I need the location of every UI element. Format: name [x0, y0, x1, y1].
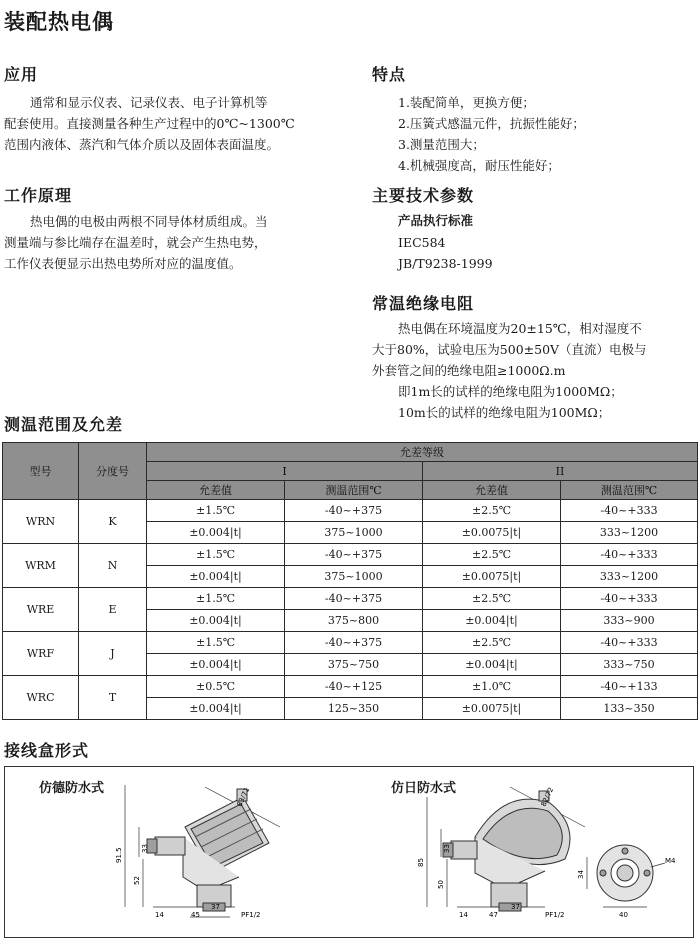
model-cell: WRF [3, 632, 79, 676]
application-heading: 应用 [4, 65, 39, 84]
table-cell: ±0.004|t| [147, 566, 285, 588]
table-cell: -40~+375 [285, 588, 423, 610]
dim-label: 14 [155, 911, 164, 919]
insulation-line: 10m长的试样的绝缘电阻为100MΩ； [398, 405, 611, 420]
junction-box-svg [5, 767, 693, 937]
table-cell: ±0.004|t| [423, 654, 561, 676]
table-cell: -40~+333 [561, 588, 698, 610]
table-cell: ±0.004|t| [147, 610, 285, 632]
header-tolerance: 允差值 [423, 481, 561, 500]
standard-item: IEC584 [398, 235, 446, 250]
table-cell: ±0.004|t| [147, 698, 285, 720]
dim-label: PF1/2 [545, 911, 565, 919]
table-row [3, 588, 698, 610]
table-cell: -40~+375 [285, 632, 423, 654]
feature-item: 4.机械强度高，耐压性能好； [398, 158, 560, 173]
graduation-cell: E [79, 588, 147, 632]
table-cell: 375~800 [285, 610, 423, 632]
table-cell: -40~+125 [285, 676, 423, 698]
junction-box-drawings [4, 766, 694, 938]
model-cell: WRM [3, 544, 79, 588]
table-cell: ±0.004|t| [423, 610, 561, 632]
principle-text [4, 211, 354, 274]
table-cell: 125~350 [285, 698, 423, 720]
features-list [398, 92, 698, 176]
table-cell: ±2.5℃ [423, 500, 561, 522]
graduation-cell: N [79, 544, 147, 588]
application-line: 配套使用。直接测量各种生产过程中的0℃~1300℃ [4, 116, 295, 131]
header-range: 测温范围℃ [561, 481, 698, 500]
insulation-line: 外套管之间的绝缘电阻≥1000Ω.m [372, 363, 566, 378]
feature-item: 2.压簧式感温元件，抗振性能好； [398, 116, 585, 131]
dim-label: 83/71 [235, 786, 252, 808]
table-cell: ±2.5℃ [423, 544, 561, 566]
table-cell: ±1.0℃ [423, 676, 561, 698]
table-cell: ±0.0075|t| [423, 698, 561, 720]
header-range: 测温范围℃ [285, 481, 423, 500]
table-cell: 333~900 [561, 610, 698, 632]
dim-label: 45 [191, 911, 200, 919]
features-heading: 特点 [372, 65, 407, 84]
table-cell: ±0.004|t| [147, 654, 285, 676]
german-style-label: 仿德防水式 [39, 781, 105, 796]
dim-label: 33 [141, 844, 149, 853]
graduation-cell: J [79, 632, 147, 676]
dim-label: 34 [577, 870, 585, 879]
dim-label: 47 [489, 911, 498, 919]
principle-line: 热电偶的电极由两根不同导体材质组成。当 [30, 214, 268, 229]
standard-label: 产品执行标准 [398, 213, 474, 228]
dim-label: 50 [437, 880, 445, 889]
principle-heading: 工作原理 [4, 186, 73, 205]
feature-item: 3.测量范围大； [398, 137, 485, 152]
application-text [4, 92, 354, 155]
dim-label: 85 [417, 858, 425, 867]
table-cell: 133~350 [561, 698, 698, 720]
dim-label: 33 [443, 844, 451, 853]
table-cell: 375~1000 [285, 566, 423, 588]
dim-label: PF1/2 [241, 911, 261, 919]
page-title: 装配热电偶 [4, 10, 114, 34]
model-cell: WRC [3, 676, 79, 720]
table-cell: ±0.0075|t| [423, 566, 561, 588]
table-row [3, 632, 698, 654]
insulation-heading: 常温绝缘电阻 [372, 294, 475, 313]
table-row [3, 544, 698, 566]
graduation-cell: K [79, 500, 147, 544]
application-line: 范围内液体、蒸汽和气体介质以及固体表面温度。 [4, 137, 280, 152]
dim-label: 82/72 [539, 786, 556, 808]
standard-item: JB/T9238-1999 [398, 256, 493, 271]
table-cell: ±2.5℃ [423, 588, 561, 610]
table-cell: ±1.5℃ [147, 544, 285, 566]
table-cell: 333~1200 [561, 522, 698, 544]
side-view-drawing [587, 845, 665, 907]
table-cell: -40~+375 [285, 544, 423, 566]
dim-label: 37 [511, 903, 520, 911]
dim-label: 40 [619, 911, 628, 919]
dim-label: 14 [459, 911, 468, 919]
table-cell: 375~1000 [285, 522, 423, 544]
model-cell: WRN [3, 500, 79, 544]
table-cell: 333~1200 [561, 566, 698, 588]
header-graduation: 分度号 [79, 443, 147, 500]
dim-label: M4 [665, 857, 676, 865]
table-cell: ±0.5℃ [147, 676, 285, 698]
principle-line: 工作仪表便显示出热电势所对应的温度值。 [4, 256, 242, 271]
table-cell: 375~750 [285, 654, 423, 676]
table-cell: ±1.5℃ [147, 500, 285, 522]
header-tolerance: 允差值 [147, 481, 285, 500]
table-cell: -40~+333 [561, 544, 698, 566]
application-line: 通常和显示仪表、记录仪表、电子计算机等 [30, 95, 268, 110]
dim-label: 37 [211, 903, 220, 911]
table-row [3, 676, 698, 698]
insulation-line: 大于80%，试验电压为500±50V（直流）电极与 [372, 342, 647, 357]
table-cell: ±2.5℃ [423, 632, 561, 654]
graduation-cell: T [79, 676, 147, 720]
header-class-2: II [423, 462, 698, 481]
dim-label: 91.5 [115, 847, 123, 863]
japanese-style-label: 仿日防水式 [391, 781, 457, 796]
table-cell: -40~+333 [561, 632, 698, 654]
header-tolerance-class: 允差等级 [147, 443, 698, 462]
table-cell: ±1.5℃ [147, 632, 285, 654]
insulation-text [372, 318, 698, 423]
model-cell: WRE [3, 588, 79, 632]
insulation-line: 即1m长的试样的绝缘电阻为1000MΩ； [398, 384, 623, 399]
dim-label: 52 [133, 876, 141, 885]
table-cell: -40~+333 [561, 500, 698, 522]
table-cell: ±0.004|t| [147, 522, 285, 544]
tech-params-heading: 主要技术参数 [372, 186, 475, 205]
principle-line: 测量端与参比端存在温差时，就会产生热电势， [4, 235, 267, 250]
junction-box-heading: 接线盒形式 [4, 741, 90, 760]
header-class-1: I [147, 462, 423, 481]
tolerance-table [2, 442, 698, 720]
table-cell: ±0.0075|t| [423, 522, 561, 544]
table-cell: ±1.5℃ [147, 588, 285, 610]
table-cell: -40~+133 [561, 676, 698, 698]
table-cell: -40~+375 [285, 500, 423, 522]
table-row [3, 500, 698, 522]
standards-list [398, 232, 493, 274]
range-heading: 测温范围及允差 [4, 415, 124, 434]
table-cell: 333~750 [561, 654, 698, 676]
header-model: 型号 [3, 443, 79, 500]
feature-item: 1.装配简单，更换方便； [398, 95, 535, 110]
insulation-line: 热电偶在环境温度为20±15℃，相对湿度不 [398, 321, 642, 336]
